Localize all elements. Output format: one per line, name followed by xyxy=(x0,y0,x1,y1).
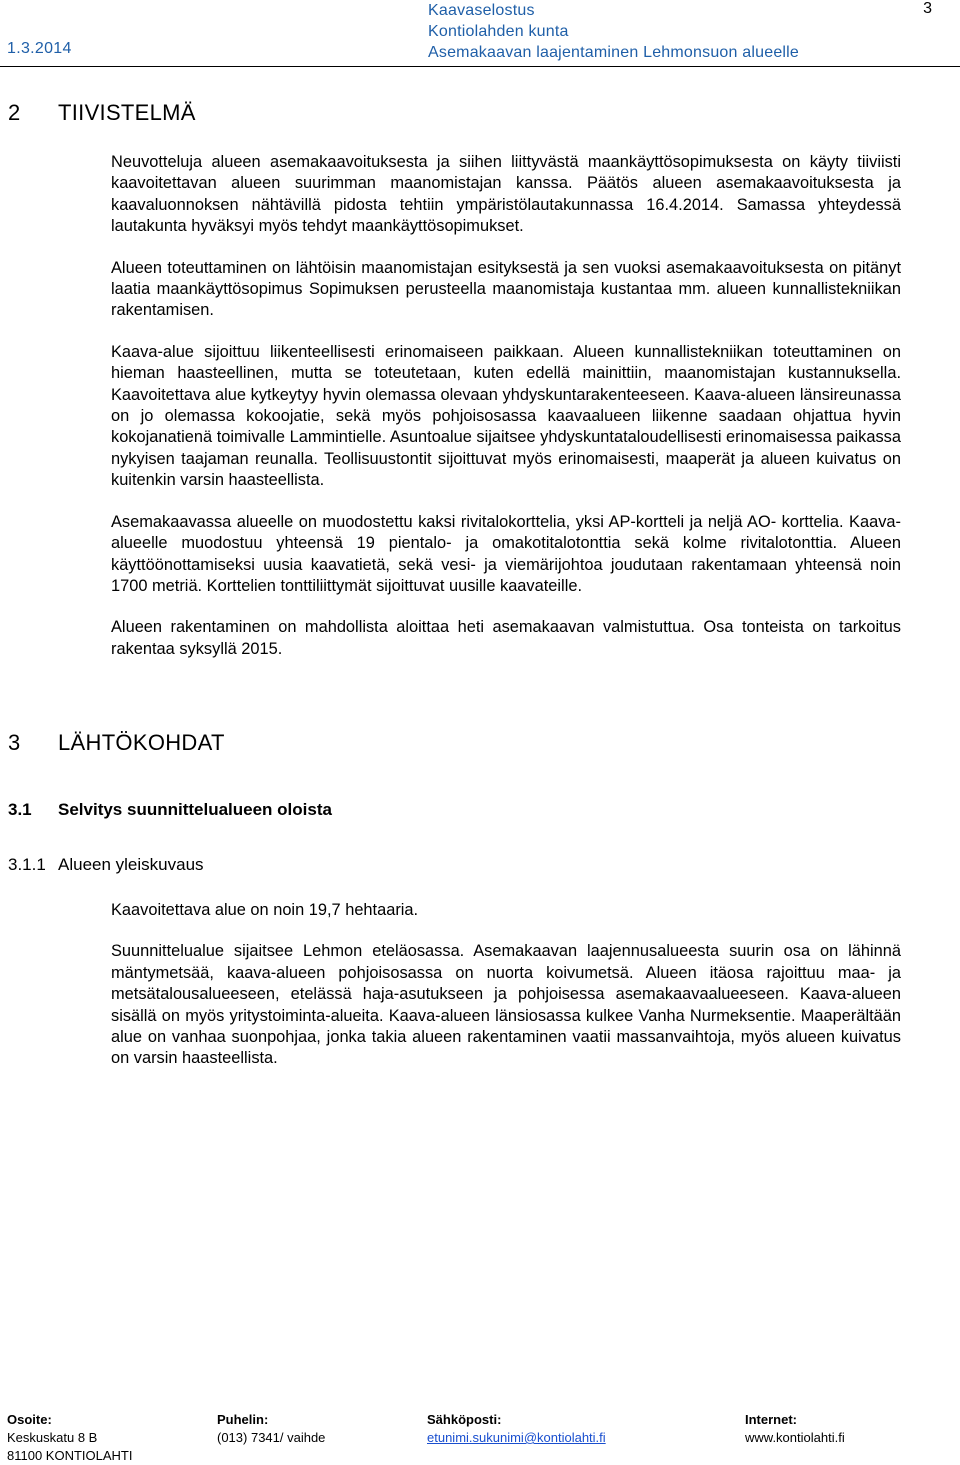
paragraph: Asemakaavassa alueelle on muodostettu kaksi rivitalokorttelia, yksi AP-kortteli ja neljä AO- korttelia. Kaava-alueelle muodostuu yhteensä 19 pientalo- ja omakotitalotonttia sekä kolme rivitalotonttia. Alueen käyttöönottamiseksi uusia kaavatietä, sekä vesi- ja viemärijohtoa joudutaan rakentamaan yhteensä noin 1700 metriä. Korttelien tonttiliittymät sijoittuvat uusille kaavateille. xyxy=(111,512,901,595)
footer-phone-label: Puhelin: xyxy=(217,1412,269,1427)
paragraph: Neuvotteluja alueen asemakaavoituksesta ja siihen liittyvästä maankäyttösopimuksesta on käyty tiiviisti kaavoitettavan alueen suurimman maanomistajan kanssa. Päätös alueen asemakaavoituksesta ja kaavaluonnoksen nähtävillä pidosta tehtiin ympäristölautakunnassa 16.4.2014. Samassa yhteydessä lautakunta hyväksyi myös tehdyt maankäyttösopimukset. xyxy=(111,153,901,236)
header-doc-type: Kaavaselostus xyxy=(428,2,535,19)
header-project: Asemakaavan laajentaminen Lehmonsuon alueelle xyxy=(428,44,800,61)
paragraph: Alueen rakentaminen on mahdollista aloittaa heti asemakaavan valmistuttua. Osa tonteista on tarkoitus rakentaa syksyllä 2015. xyxy=(111,618,901,658)
section-title: TIIVISTELMÄ xyxy=(58,100,196,125)
paragraph: Alueen toteuttaminen on lähtöisin maanomistajan esityksestä ja sen vuoksi asemakaavoituksesta on pitänyt laatia maankäyttösopimus Sopimuksen perusteella maanomistaja kustantaa mm. alueen kunnallistekniikan rakentamisen. xyxy=(111,258,901,320)
footer-phone-value: (013) 7341/ vaihde xyxy=(217,1430,326,1445)
footer-address xyxy=(7,1411,132,1465)
footer-address-line: Keskuskatu 8 B xyxy=(7,1430,98,1445)
header-municipality: Kontiolahden kunta xyxy=(428,23,569,40)
section-number: 2 xyxy=(8,100,21,125)
subsection-title: Selvitys suunnittelualueen oloista xyxy=(58,800,332,819)
footer-web-label: Internet: xyxy=(745,1412,797,1427)
footer-web xyxy=(745,1411,845,1447)
footer-phone xyxy=(217,1411,325,1447)
page-footer xyxy=(0,1411,960,1463)
header-divider xyxy=(0,66,960,67)
subsubsection-title: Alueen yleiskuvaus xyxy=(58,855,204,874)
paragraph: Kaavoitettava alue on noin 19,7 hehtaaria. xyxy=(111,901,419,919)
page-number: 3 xyxy=(923,0,932,17)
footer-email-label: Sähköposti: xyxy=(427,1412,502,1427)
footer-email-link[interactable]: etunimi.sukunimi@kontiolahti.fi xyxy=(427,1430,606,1445)
section-heading xyxy=(8,730,225,756)
summary-body xyxy=(111,152,901,680)
header-info xyxy=(428,0,799,63)
section-number: 3 xyxy=(8,730,21,755)
paragraph: Kaava-alue sijoittuu liikenteellisesti erinomaiseen paikkaan. Alueen kunnallistekniikan toteuttaminen on hieman haasteellinen, mutta se toteutetaan, kuten edellä mainittiin, maanomistajan kustannuksella. Kaavoitettava alue kytkeytyy hyvin olemassa olevaan yhdyskuntarakenteeseen. Kaava-alueen länsireunassa on jo olemassa kokoojatie, sekä myös pohjoisosassa kaavaalueen liikenne saadaan ohjattua hyvin kokojanatienä toimivalle Lammintielle. Asuntoalue sijaitsee yhdyskuntataloudellisesti erinomaisessa paikassa nykyisen taajaman reunalla. Teollisuustontit sijoittuvat myös erinomaisesti, maaperät ja alueen kuivatus on kuitenkin varsin haasteellista. xyxy=(111,342,901,490)
subsection-heading xyxy=(8,800,332,820)
section-heading xyxy=(8,100,196,126)
header-date: 1.3.2014 xyxy=(7,40,72,57)
footer-address-label: Osoite: xyxy=(7,1412,52,1427)
subsubsection-number: 3.1.1 xyxy=(8,855,46,874)
footer-email xyxy=(427,1411,606,1447)
paragraph: Suunnittelualue sijaitsee Lehmon eteläosassa. Asemakaavan laajennusalueesta suurin osa on lähinnä mäntymetsää, kaava-alueen pohjoisosassa on nuorta koivumetsä. Alueen itäosa rajoittuu maa- ja metsätalousalueeseen, etelässä haja-asutukseen ja pohjoisessa asemakaavaalueeseen. Kaava-alueen sisällä on myös yritystoiminta-alueita. Kaava-alueen länsiosassa kulkee Vanha Nurmeksentie. Maaperältään alue on vanhaa suonpohjaa, jonka takia alueen rakentaminen vaatii massanvaihtoja, myös alueen kuivatus on varsin haasteellista. xyxy=(111,942,901,1068)
section-title: LÄHTÖKOHDAT xyxy=(58,730,225,755)
overview-body xyxy=(111,900,901,1090)
footer-address-line: 81100 KONTIOLAHTI xyxy=(7,1448,133,1463)
subsubsection-heading xyxy=(8,855,204,875)
subsection-number: 3.1 xyxy=(8,800,32,819)
footer-web-link[interactable]: www.kontiolahti.fi xyxy=(745,1430,845,1445)
